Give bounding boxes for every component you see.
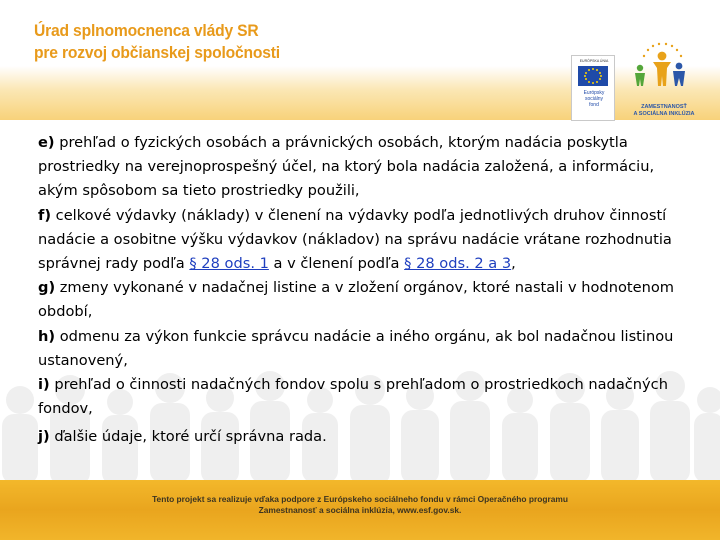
item-letter: f) [38, 206, 52, 224]
people-figures-icon [626, 42, 696, 104]
item-letter: g) [38, 279, 56, 297]
zamestnanost-text: ZAMESTNANOSŤ A SOCIÁLNA INKLÚZIA [633, 104, 695, 117]
item-text: , [511, 255, 516, 273]
link-par-28-ods-1[interactable]: § 28 ods. 1 [189, 255, 269, 273]
link-par-28-ods-2-3[interactable]: § 28 ods. 2 a 3 [404, 255, 512, 273]
title-line-2: pre rozvoj občianskej spoločnosti [34, 43, 280, 62]
eu-esf-logo [571, 55, 615, 121]
item-letter: h) [38, 327, 56, 345]
item-g [38, 276, 688, 324]
item-e [38, 131, 688, 204]
eu-caption: EURÓPSKA ÚNIA [579, 59, 609, 63]
page-title [34, 20, 280, 64]
item-i [38, 373, 688, 421]
title-line-1: Úrad splnomocnenca vlády SR [34, 21, 259, 40]
item-j [38, 425, 688, 449]
footer-text [120, 494, 600, 516]
footer-line-1: Tento projekt sa realizuje vďaka podpore z Európskeho sociálneho fondu v rámci Operačného programu [152, 494, 568, 504]
item-letter: j) [38, 428, 50, 446]
item-text: celkové výdavky (náklady) v členení na výdavky podľa jednotlivých druhov činností nadácie a osobitne výšku výdavkov (nákladov) na správu nadácie vrátane rozhodnutia správnej rady podľa [38, 206, 672, 273]
esf-text: Európsky sociálny fond [583, 90, 605, 108]
item-text: zmeny vykonané v nadačnej listine a v zložení orgánov, ktoré nastali v hodnotenom období, [38, 279, 674, 321]
item-f [38, 204, 688, 277]
item-text: ďalšie údaje, ktoré určí správna rada. [49, 428, 327, 446]
eu-flag-icon [578, 66, 608, 86]
item-text: odmenu za výkon funkcie správcu nadácie a iného orgánu, ak bol nadačnou listinou ustanovený, [38, 327, 674, 369]
zamestnanost-logo [626, 42, 696, 122]
header-band [0, 0, 720, 120]
item-letter: i) [38, 376, 50, 394]
item-text: prehľad o fyzických osobách a právnických osobách, ktorým nadácia poskytla prostriedky na verejnoprospešný účel, na ktorý bola nadácia založená, a informáciu, akým spôsobom sa tieto prostriedky použili, [38, 134, 655, 200]
footer-line-2: Zamestnanosť a sociálna inklúzia, www.esf.gov.sk. [258, 505, 462, 515]
item-h [38, 325, 688, 373]
footer-band [0, 480, 720, 540]
item-text: a v členení podľa [268, 255, 405, 273]
item-letter: e) [38, 134, 55, 151]
item-text: prehľad o činnosti nadačných fondov spolu s prehľadom o prostriedkoch nadačných fondov, [38, 376, 668, 418]
article-text [38, 131, 688, 450]
